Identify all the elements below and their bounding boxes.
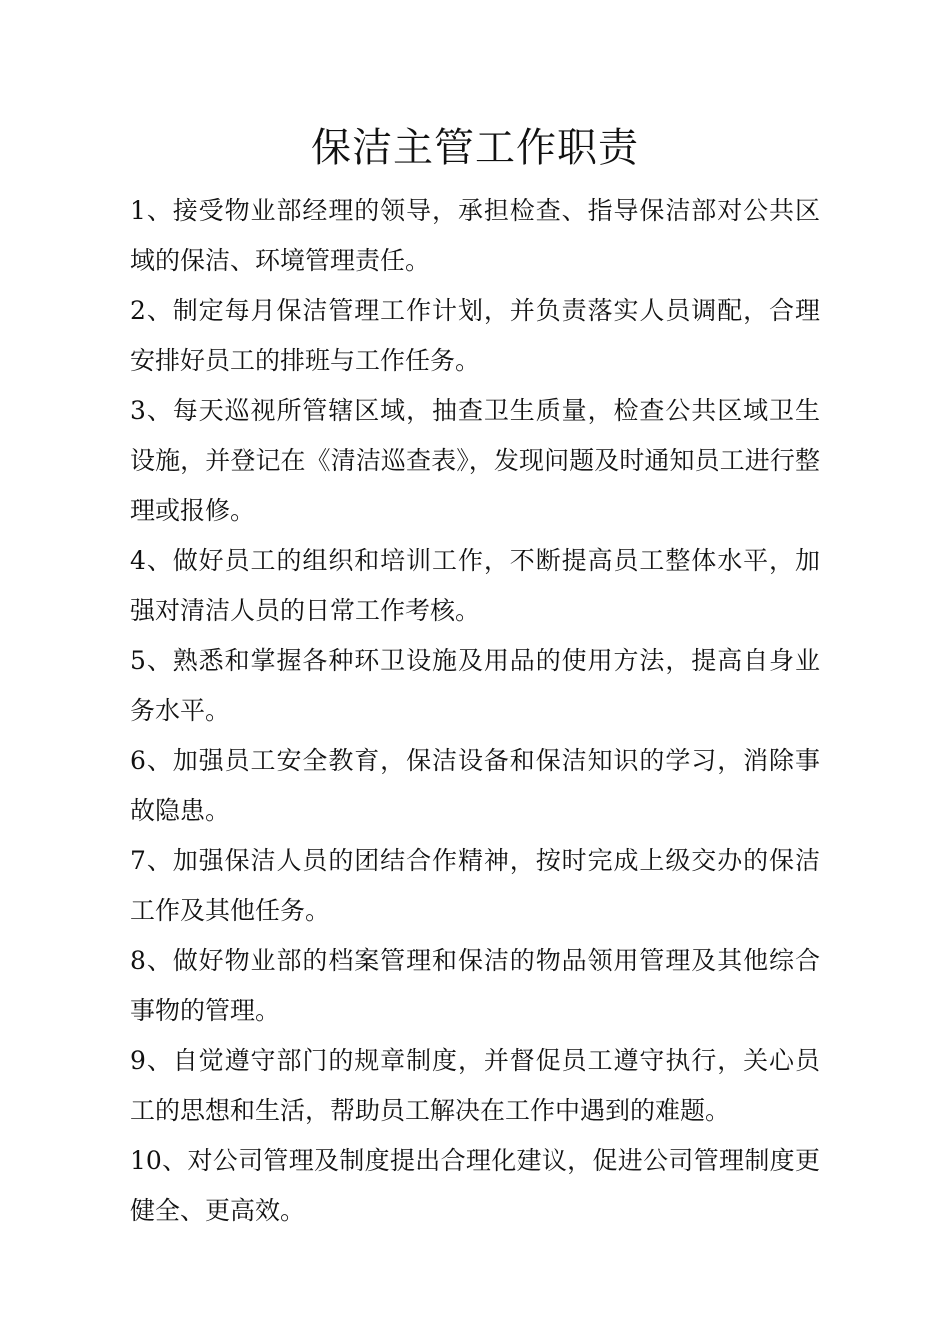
duty-item-2: 2、制定每月保洁管理工作计划，并负责落实人员调配，合理安排好员工的排班与工作任务。 — [130, 296, 820, 375]
duty-item-1: 1、接受物业部经理的领导，承担检查、指导保洁部对公共区域的保洁、环境管理责任。 — [130, 196, 820, 275]
duty-item-4: 4、做好员工的组织和培训工作，不断提高员工整体水平，加强对清洁人员的日常工作考核。 — [130, 546, 820, 625]
duty-item-7: 7、加强保洁人员的团结合作精神，按时完成上级交办的保洁工作及其他任务。 — [130, 846, 820, 925]
duty-item-9: 9、自觉遵守部门的规章制度，并督促员工遵守执行，关心员工的思想和生活，帮助员工解决在工作中遇到的难题。 — [130, 1046, 820, 1125]
duty-item-5: 5、熟悉和掌握各种环卫设施及用品的使用方法，提高自身业务水平。 — [130, 646, 820, 725]
duty-item-8: 8、做好物业部的档案管理和保洁的物品领用管理及其他综合事物的管理。 — [130, 946, 820, 1025]
duty-item-3: 3、每天巡视所管辖区域，抽查卫生质量，检查公共区域卫生设施，并登记在《清洁巡查表》，发现问题及时通知员工进行整理或报修。 — [130, 396, 820, 525]
duty-list — [130, 186, 820, 1236]
duty-item-10: 10、对公司管理及制度提出合理化建议，促进公司管理制度更健全、更高效。 — [130, 1146, 820, 1225]
duty-item-6: 6、加强员工安全教育，保洁设备和保洁知识的学习，消除事故隐患。 — [130, 746, 820, 825]
document-title: 保洁主管工作职责 — [311, 125, 639, 171]
